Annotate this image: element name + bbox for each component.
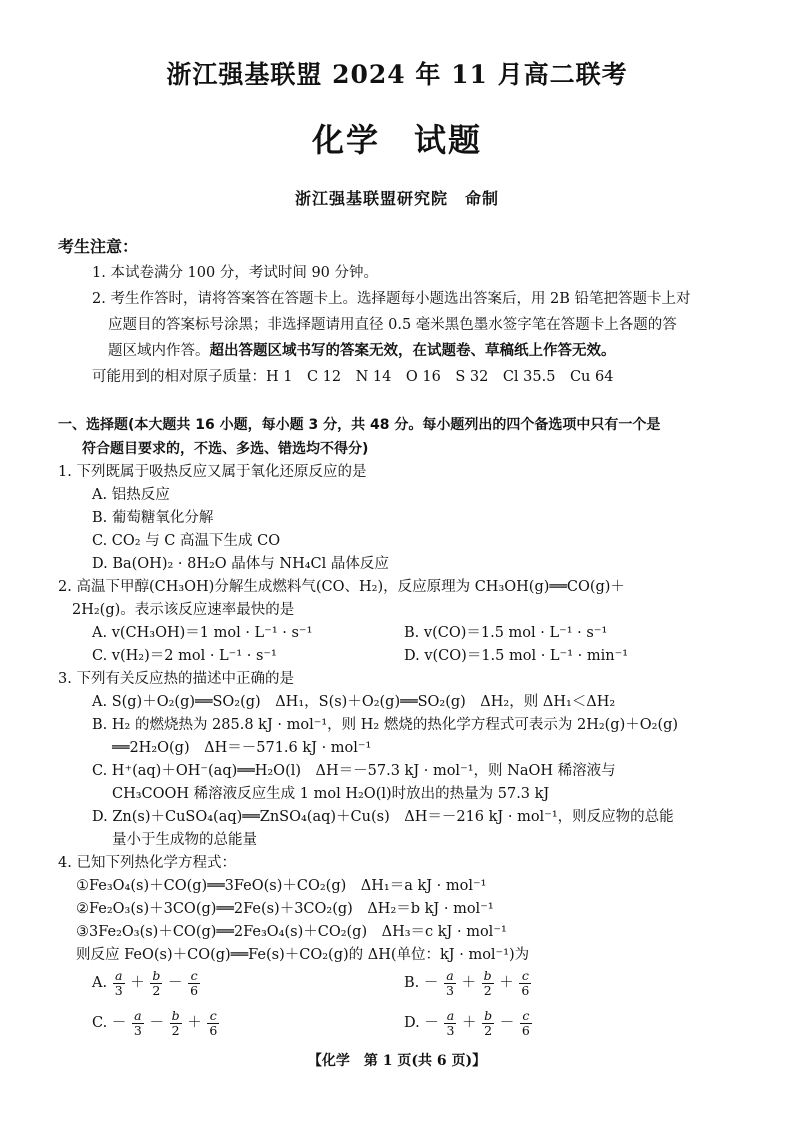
q2-option-a: A. v(CH₃OH)＝1 mol · L⁻¹ · s⁻¹ [92, 625, 313, 641]
numerator: b [483, 967, 492, 983]
q3-option-a: A. S(g)＋O₂(g)══SO₂(g) ΔH₁，S(s)＋O₂(g)══SO₂(g) ΔH₂，则 ΔH₁＜ΔH₂ [92, 694, 616, 710]
numerator: c [520, 1009, 532, 1024]
q2-stem-line-1: 2. 高温下甲醇(CH₃OH)分解生成燃料气(CO、H₂)，反应原理为 CH₃OH(g)══CO(g)＋ [58, 579, 625, 595]
q3-option-b-line-1: B. H₂ 的燃烧热为 285.8 kJ · mol⁻¹，则 H₂ 燃烧的热化学方程式可表示为 2H₂(g)＋O₂(g) [92, 717, 679, 733]
fraction [444, 1009, 456, 1038]
q4-equation-1: ①Fe₃O₄(s)＋CO(g)══3FeO(s)＋CO₂(g) ΔH₁＝a kJ · mol⁻¹ [76, 878, 487, 894]
numerator: b [171, 1007, 180, 1023]
q4-option-b-sign-1: － [423, 975, 439, 991]
fraction [113, 969, 125, 998]
q1-option-b: B. 葡萄糖氧化分解 [92, 510, 214, 526]
q4-stem: 4. 已知下列热化学方程式： [58, 855, 236, 871]
subject-title: 化学 试题 [311, 121, 482, 159]
q4-option-d [404, 1006, 533, 1040]
denominator: 2 [171, 1022, 180, 1038]
numerator: a [444, 1009, 456, 1024]
notice-item-1: 1. 本试卷满分 100 分，考试时间 90 分钟。 [92, 265, 379, 281]
denominator: 6 [190, 982, 199, 998]
notice-item-2-line-2: 应题目的答案标号涂黑；非选择题请用直径 0.5 毫米黑色墨水签字笔在答题卡上各题的答 [108, 317, 677, 333]
q1-option-a: A. 铝热反应 [92, 487, 170, 503]
issuer: 浙江强基联盟研究院 命制 [294, 189, 499, 208]
fraction [482, 969, 494, 998]
q1-option-c: C. CO₂ 与 C 高温下生成 CO [92, 533, 281, 549]
numerator: c [519, 969, 531, 984]
q4-option-b-sign-3: ＋ [499, 975, 514, 991]
numerator: a [113, 969, 125, 984]
fraction [444, 969, 456, 998]
denominator: 6 [521, 982, 530, 998]
numerator: b [152, 967, 161, 983]
page-footer: 【化学 第 1 页(共 6 页)】 [307, 1053, 487, 1069]
section-1-heading-line-2: 符合题目要求的，不选、多选、错选均不得分) [82, 441, 369, 457]
fraction [150, 969, 162, 998]
q4-option-c-label: C. [92, 1015, 108, 1031]
q4-option-d-sign-2: ＋ [462, 1015, 477, 1031]
notice-heading: 考生注意： [58, 237, 139, 256]
q4-option-b-sign-2: ＋ [461, 975, 477, 991]
denominator: 2 [483, 982, 492, 998]
q1-option-d: D. Ba(OH)₂ · 8H₂O 晶体与 NH₄Cl 晶体反应 [92, 556, 389, 572]
q4-ask: 则反应 FeO(s)＋CO(g)══Fe(s)＋CO₂(g)的 ΔH(单位：kJ · mol⁻¹)为 [76, 947, 530, 963]
q3-option-b-line-2: ══2H₂O(g) ΔH＝－571.6 kJ · mol⁻¹ [112, 740, 372, 756]
q3-option-c-line-1: C. H⁺(aq)＋OH⁻(aq)══H₂O(l) ΔH＝－57.3 kJ · mol⁻¹，则 NaOH 稀溶液与 [92, 763, 616, 779]
numerator: a [444, 969, 456, 984]
q4-option-a-sign-3: － [168, 975, 183, 991]
fraction [170, 1009, 182, 1038]
q4-option-d-sign-3: － [499, 1015, 515, 1031]
q2-option-d: D. v(CO)＝1.5 mol · L⁻¹ · min⁻¹ [404, 648, 629, 664]
denominator: 3 [133, 1022, 142, 1038]
notice-item-2-line-1: 2. 考生作答时，请将答案答在答题卡上。选择题每小题选出答案后，用 2B 铅笔把答题卡上对 [92, 291, 691, 307]
q4-equation-2: ②Fe₂O₃(s)＋3CO(g)══2Fe(s)＋3CO₂(g) ΔH₂＝b kJ · mol⁻¹ [76, 901, 494, 917]
notice-item-2-line-3-plain: 题区域内作答。 [108, 343, 210, 359]
exam-title: 浙江强基联盟 2024 年 11 月高二联考 [166, 60, 628, 89]
denominator: 2 [152, 982, 161, 998]
q4-option-c-sign-1: － [111, 1015, 127, 1031]
q3-stem: 3. 下列有关反应热的描述中正确的是 [58, 671, 294, 687]
q4-option-d-label: D. [404, 1015, 420, 1031]
q4-option-c-sign-3: ＋ [187, 1015, 202, 1031]
fraction [482, 1009, 494, 1038]
q4-option-a-label: A. [92, 975, 108, 991]
numerator: c [188, 969, 200, 984]
denominator: 2 [484, 1022, 493, 1038]
q4-option-a-sign-2: ＋ [130, 975, 145, 991]
q3-option-c-line-2: CH₃COOH 稀溶液反应生成 1 mol H₂O(l)时放出的热量为 57.3 kJ [112, 786, 550, 802]
q4-option-c [92, 1006, 220, 1040]
numerator: b [484, 1007, 493, 1023]
denominator: 3 [445, 982, 454, 998]
denominator: 3 [114, 982, 123, 998]
q4-option-b-label: B. [404, 975, 420, 991]
q1-stem: 1. 下列既属于吸热反应又属于氧化还原反应的是 [58, 464, 367, 480]
q2-stem-line-2: 2H₂(g)。表示该反应速率最快的是 [72, 602, 295, 618]
denominator: 6 [209, 1022, 218, 1038]
q2-option-b: B. v(CO)＝1.5 mol · L⁻¹ · s⁻¹ [404, 625, 608, 641]
numerator: a [132, 1009, 144, 1024]
numerator: c [207, 1009, 219, 1024]
fraction [207, 1009, 219, 1038]
fraction [132, 1009, 144, 1038]
q4-option-d-sign-1: － [424, 1015, 439, 1031]
section-1-heading-line-1: 一、选择题(本大题共 16 小题，每小题 3 分，共 48 分。每小题列出的四个备选项中只有一个是 [58, 417, 661, 433]
q4-option-c-sign-2: － [149, 1015, 164, 1031]
atomic-masses: 可能用到的相对原子质量：H 1 C 12 N 14 O 16 S 32 Cl 35.5 Cu 64 [92, 369, 614, 385]
notice-warning: 超出答题区域书写的答案无效，在试题卷、草稿纸上作答无效。 [209, 343, 616, 359]
notice-item-2-line-3 [108, 340, 616, 362]
denominator: 6 [521, 1022, 530, 1038]
fraction [520, 1009, 532, 1038]
fraction [519, 969, 531, 998]
q4-option-a [92, 966, 201, 1000]
q3-option-d-line-2: 量小于生成物的总能量 [112, 832, 257, 848]
denominator: 3 [446, 1022, 455, 1038]
q4-option-b [404, 966, 532, 1000]
q2-option-c: C. v(H₂)＝2 mol · L⁻¹ · s⁻¹ [92, 648, 277, 664]
q3-option-d-line-1: D. Zn(s)＋CuSO₄(aq)══ZnSO₄(aq)＋Cu(s) ΔH＝－216 kJ · mol⁻¹，则反应物的总能 [92, 809, 674, 825]
fraction [188, 969, 200, 998]
q4-equation-3: ③3Fe₂O₃(s)＋CO(g)══2Fe₃O₄(s)＋CO₂(g) ΔH₃＝c kJ · mol⁻¹ [76, 924, 507, 940]
